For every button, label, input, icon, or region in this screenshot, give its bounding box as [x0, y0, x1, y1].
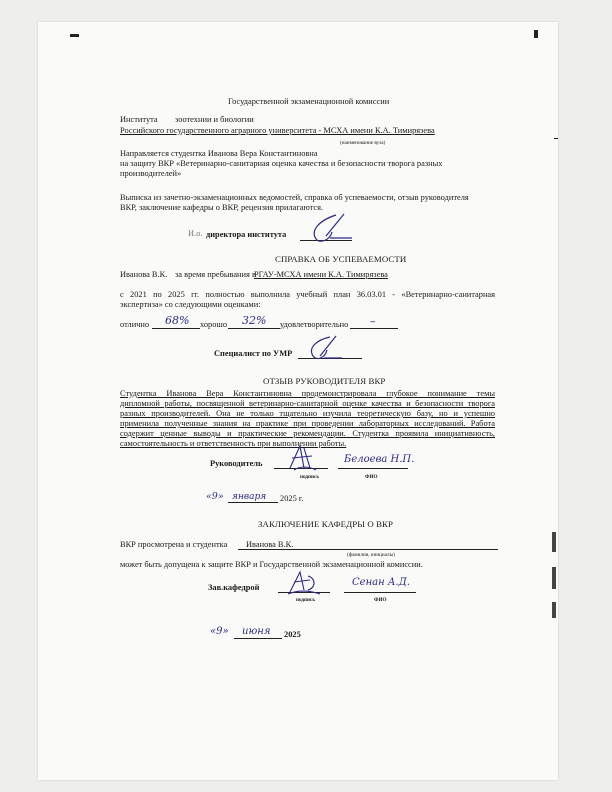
umr-label: Специалист по УМР	[214, 349, 293, 358]
umr-signature-image	[300, 334, 348, 364]
review-date-month-line	[228, 502, 278, 503]
satisfactory-value: –	[370, 315, 376, 328]
excellent-value: 68%	[165, 314, 190, 327]
scan-mark	[554, 138, 558, 139]
attachments-line-1: Выписка из зачетно-экзаменационных ведомостей, справка об успеваемости, отзыв руководителя	[120, 193, 469, 202]
review-date-day: «9»	[206, 491, 224, 502]
review-line-3: разных производителей. Она не только тщательно изучила теоретическую базу, но и успешно	[120, 409, 495, 418]
institute-name: зоотехнии и биологии	[175, 115, 254, 124]
scan-mark	[552, 567, 556, 589]
review-date-year: 2025 г.	[280, 494, 304, 503]
defense-line-2: производителей»	[120, 169, 182, 178]
supervisor-signature-hint: подпись	[300, 474, 320, 480]
period-text: за время пребывания в	[175, 270, 256, 279]
conclusion-student: Иванова В.К.	[246, 540, 294, 549]
review-date-month: января	[232, 492, 267, 502]
study-plan-line-1: с 2021 по 2025 гг. полностью выполнила учебный план 36.03.01 - «Ветеринарно-санитарная	[120, 290, 495, 299]
director-label: директора института	[206, 230, 287, 239]
supervisor-fio-hint: ФИО	[365, 474, 378, 480]
viewed-label: ВКР просмотрена и студентка	[120, 540, 228, 549]
student-name: Иванова В.К.	[120, 270, 168, 279]
scan-mark	[552, 532, 556, 552]
supervisor-signature-image	[282, 442, 322, 474]
conclusion-date-month: июня	[242, 626, 271, 637]
head-name: Сенан А.Д.	[352, 577, 410, 588]
grades-title: СПРАВКА ОБ УСПЕВАЕМОСТИ	[275, 254, 407, 264]
scan-mark	[70, 34, 79, 37]
attachments-line-2: ВКР, заключение кафедры о ВКР, рецензия прилагаются.	[120, 203, 324, 212]
head-signature-image	[280, 568, 326, 598]
document-page	[38, 22, 558, 780]
scan-mark	[552, 602, 556, 618]
defense-line-1: на защиту ВКР «Ветеринарно-санитарная оценка качества и безопасности творога разных	[120, 159, 443, 168]
review-line-5: содержит ценные выводы и практические рекомендации. Студентка проявила инициативность,	[120, 429, 495, 438]
supervisor-label: Руководитель	[210, 459, 263, 468]
head-fio-line	[344, 592, 416, 593]
study-plan-line-2: экспертиза» со следующими оценками:	[120, 300, 261, 309]
satisfactory-label: удовлетворительно	[280, 320, 349, 329]
institution-name: РГАУ-МСХА имени К.А. Тимирязева	[254, 270, 388, 279]
review-line-1: Студентка Иванова Вера Константиновна продемонстрировала глубокое понимание темы	[120, 389, 495, 398]
institute-label: Института	[120, 115, 158, 124]
supervisor-name: Белоева Н.П.	[344, 454, 415, 465]
conclusion-date-year: 2025	[284, 630, 301, 639]
conclusion-date-day: «9»	[210, 626, 229, 637]
university-name: Российского государственного аграрного университета - МСХА имени К.А. Тимирязева	[120, 126, 435, 135]
supervisor-fio-line	[338, 468, 408, 469]
excellent-label: отлично	[120, 320, 150, 329]
excellent-line	[152, 328, 200, 329]
conclusion-date-month-line	[234, 638, 282, 639]
head-signature-hint: подпись	[296, 597, 316, 603]
review-line-6: самостоятельность и ответственность при выполнении работы.	[120, 439, 347, 448]
director-prefix: И.о.	[188, 229, 203, 238]
commission-title: Государственной экзаменационной комиссии	[228, 97, 390, 106]
good-line	[228, 328, 280, 329]
review-line-4: применила полученные знания на практике при проведении лабораторных исследований. Работа	[120, 419, 495, 428]
conclusion-title: ЗАКЛЮЧЕНИЕ КАФЕДРЫ О ВКР	[258, 519, 394, 529]
university-hint: (наименование вуза)	[340, 140, 386, 146]
good-label: хорошо	[200, 320, 228, 329]
admitted-line: может быть допущена к защите ВКР и Государственной экзаменационной комиссии.	[120, 560, 423, 569]
review-line-2: дипломной работы, посвященной ветеринарно-санитарной оценке качества и безопасности творога	[120, 399, 495, 408]
satisfactory-line	[350, 328, 398, 329]
good-value: 32%	[242, 314, 267, 327]
director-signature-image	[300, 212, 360, 246]
review-title: ОТЗЫВ РУКОВОДИТЕЛЯ ВКР	[263, 376, 386, 386]
sent-line: Направляется студентка Иванова Вера Константиновна	[120, 149, 318, 158]
head-label: Зав.кафедрой	[208, 583, 260, 592]
scan-mark	[534, 30, 538, 38]
head-fio-hint: ФИО	[374, 597, 387, 603]
student-hint: (фамилия, инициалы)	[347, 552, 395, 558]
